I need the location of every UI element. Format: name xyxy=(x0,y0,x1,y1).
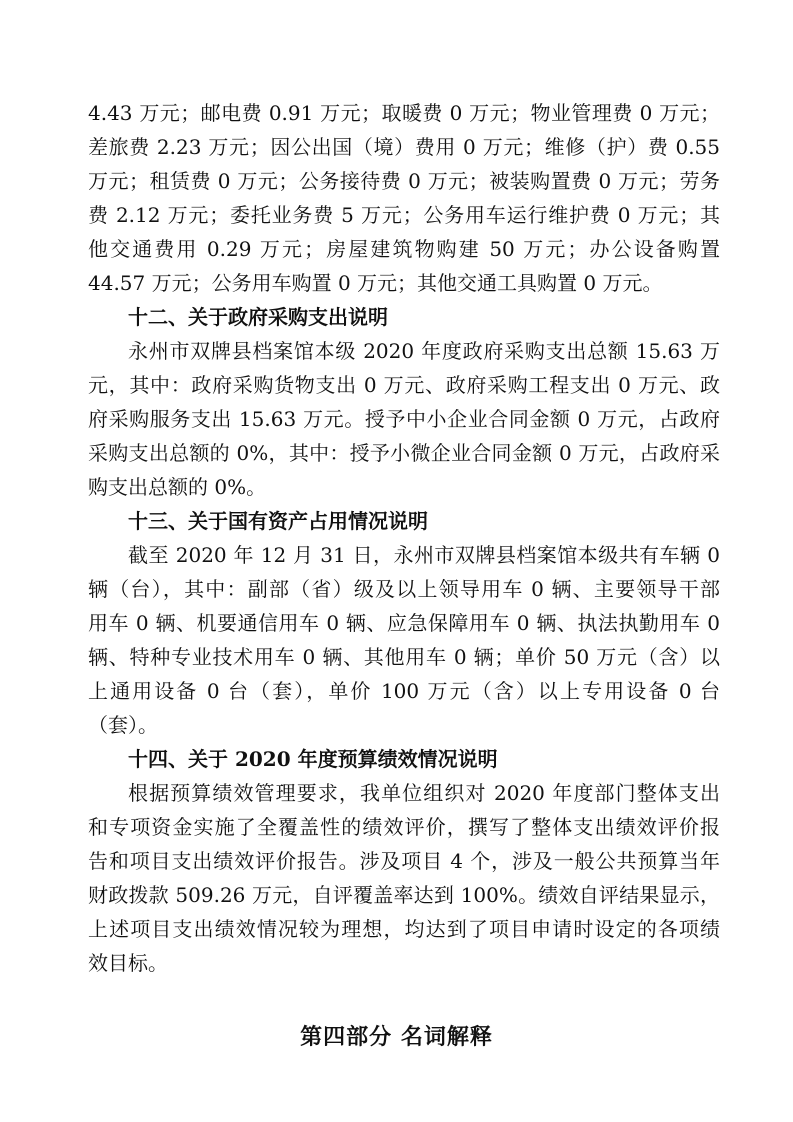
paragraph-line: 用车 0 辆、机要通信用车 0 辆、应急保障用车 0 辆、执法执勤用车 0 xyxy=(88,611,720,635)
paragraph-line: 永州市双牌县档案馆本级 2020 年度政府采购支出总额 15.63 万 xyxy=(128,339,720,363)
paragraph-line: 辆（台），其中：副部（省）级及以上领导用车 0 辆、主要领导干部 xyxy=(88,577,720,601)
paragraph-line: 采购支出总额的 0%，其中：授予小微企业合同金额 0 万元，占政府采 xyxy=(88,441,720,465)
paragraph-line: 告和项目支出绩效评价报告。涉及项目 4 个，涉及一般公共预算当年 xyxy=(88,849,720,873)
section-heading-12: 十二、关于政府采购支出说明 xyxy=(128,305,388,329)
paragraph-line: 效目标。 xyxy=(88,951,168,975)
paragraph-line: 他交通费用 0.29 万元；房屋建筑物购建 50 万元；办公设备购置 xyxy=(88,237,720,261)
paragraph-line: 购支出总额的 0%。 xyxy=(88,475,267,499)
paragraph-line: 上通用设备 0 台（套），单价 100 万元（含）以上专用设备 0 台 xyxy=(88,679,720,703)
section-heading-14: 十四、关于 2020 年度预算绩效情况说明 xyxy=(128,747,498,771)
paragraph-line: 根据预算绩效管理要求，我单位组织对 2020 年度部门整体支出 xyxy=(128,781,720,805)
paragraph-line: 和专项资金实施了全覆盖性的绩效评价，撰写了整体支出绩效评价报 xyxy=(88,815,720,839)
paragraph-line: 费 2.12 万元；委托业务费 5 万元；公务用车运行维护费 0 万元；其 xyxy=(88,203,720,227)
part-title: 第四部分 名词解释 xyxy=(300,1024,493,1050)
paragraph-line: （套）。 xyxy=(88,713,158,737)
paragraph-line: 府采购服务支出 15.63 万元。授予中小企业合同金额 0 万元，占政府 xyxy=(88,407,720,431)
paragraph-line: 元，其中：政府采购货物支出 0 万元、政府采购工程支出 0 万元、政 xyxy=(88,373,720,397)
paragraph-line: 万元；租赁费 0 万元；公务接待费 0 万元；被装购置费 0 万元；劳务 xyxy=(88,169,720,193)
paragraph-line: 44.57 万元；公务用车购置 0 万元；其他交通工具购置 0 万元。 xyxy=(88,271,663,295)
paragraph-line: 上述项目支出绩效情况较为理想，均达到了项目申请时设定的各项绩 xyxy=(88,917,720,941)
paragraph-line: 差旅费 2.23 万元；因公出国（境）费用 0 万元；维修（护）费 0.55 xyxy=(88,135,720,159)
paragraph-line: 4.43 万元；邮电费 0.91 万元；取暖费 0 万元；物业管理费 0 万元； xyxy=(88,101,720,125)
paragraph-line: 截至 2020 年 12 月 31 日，永州市双牌县档案馆本级共有车辆 0 xyxy=(128,543,720,567)
section-heading-13: 十三、关于国有资产占用情况说明 xyxy=(128,509,428,533)
paragraph-line: 财政拨款 509.26 万元，自评覆盖率达到 100%。绩效自评结果显示， xyxy=(88,883,720,907)
paragraph-line: 辆、特种专业技术用车 0 辆、其他用车 0 辆；单价 50 万元（含）以 xyxy=(88,645,720,669)
